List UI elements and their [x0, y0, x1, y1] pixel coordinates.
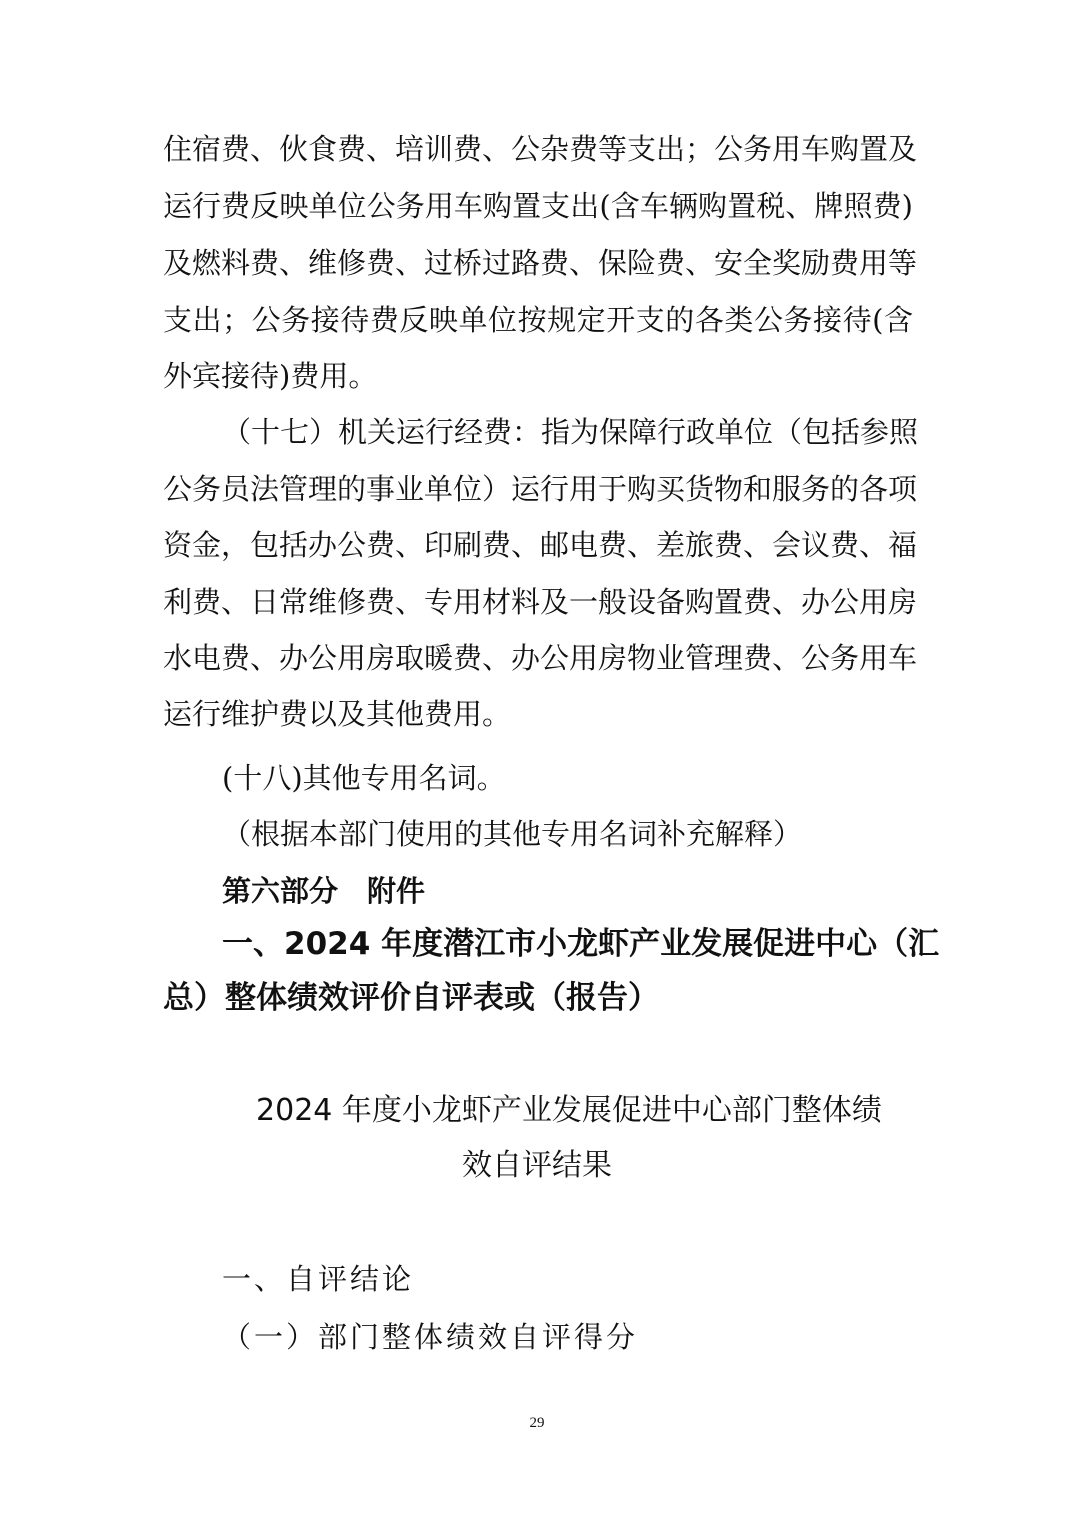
attachment-heading-line: 总）整体绩效评价自评表或（报告） [163, 980, 659, 1016]
paragraph-line: 支出；公务接待费反映单位按规定开支的各类公务接待(含 [163, 303, 913, 337]
score-heading: （一）部门整体绩效自评得分 [222, 1320, 639, 1354]
paragraph-line: (十八)其他专用名词。 [222, 761, 506, 795]
paragraph-line: （十七）机关运行经费：指为保障行政单位（包括参照 [222, 415, 919, 449]
report-title-line: 效自评结果 [462, 1148, 612, 1183]
attachment-heading-line: 一、2024 年度潜江市小龙虾产业发展促进中心（汇 [222, 926, 940, 962]
part-heading: 第六部分 附件 [222, 874, 426, 908]
paragraph-line: 利费、日常维修费、专用材料及一般设备购置费、办公用房 [163, 585, 918, 619]
paragraph-line: 及燃料费、维修费、过桥过路费、保险费、安全奖励费用等 [163, 246, 918, 280]
paragraph-line: 运行费反映单位公务用车购置支出(含车辆购置税、牌照费) [163, 189, 913, 223]
paragraph-line: （根据本部门使用的其他专用名词补充解释） [222, 817, 803, 851]
paragraph-line: 住宿费、伙食费、培训费、公杂费等支出；公务用车购置及 [163, 132, 918, 166]
paragraph-line: 外宾接待)费用。 [163, 359, 378, 393]
page-number: 29 [529, 1415, 545, 1431]
report-title-line: 2024 年度小龙虾产业发展促进中心部门整体绩 [256, 1093, 882, 1128]
conclusion-heading: 一、自评结论 [222, 1262, 415, 1296]
paragraph-line: 运行维护费以及其他费用。 [163, 697, 512, 731]
paragraph-line: 资金，包括办公费、印刷费、邮电费、差旅费、会议费、福 [163, 528, 918, 562]
paragraph-line: 公务员法管理的事业单位）运行用于购买货物和服务的各项 [163, 472, 918, 506]
paragraph-line: 水电费、办公用房取暖费、办公用房物业管理费、公务用车 [163, 641, 918, 675]
